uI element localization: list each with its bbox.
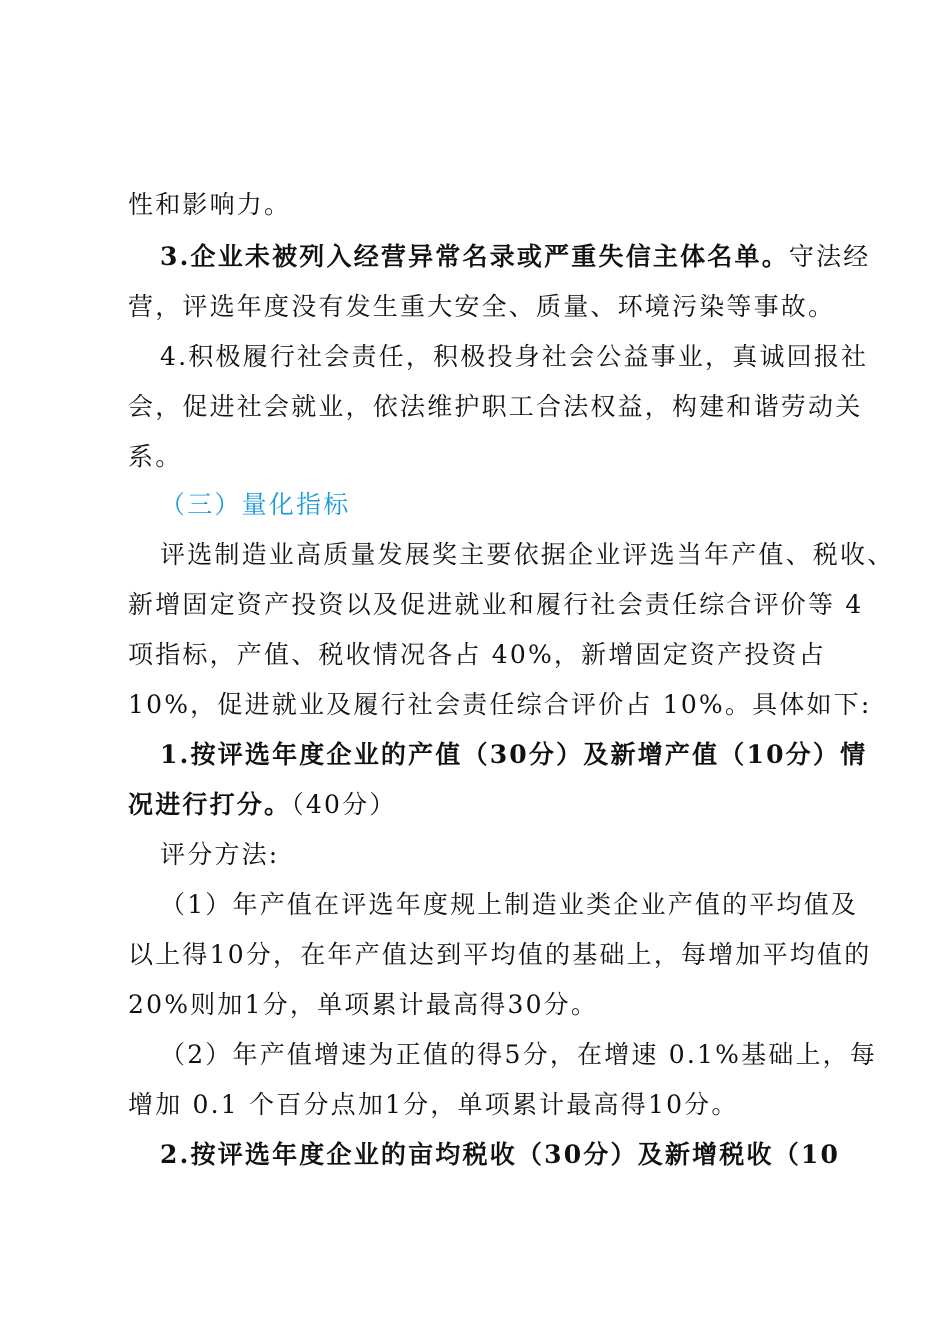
paragraph-line: 会，促进社会就业，依法维护职工合法权益，构建和谐劳动关 — [128, 392, 863, 421]
paragraph-line: 项指标，产值、税收情况各占 40%，新增固定资产投资占 — [128, 640, 826, 669]
criterion-3-text: 守法经 — [788, 242, 871, 271]
paragraph-line: （2）年产值增速为正值的得5分，在增速 0.1%基础上，每 — [160, 1040, 878, 1069]
paragraph-line: 新增固定资产投资以及促进就业和履行社会责任综合评价等 4 — [128, 590, 864, 619]
item-1-points: （40分） — [291, 790, 397, 819]
paragraph-line: 评选制造业高质量发展奖主要依据企业评选当年产值、税收、 — [160, 540, 895, 569]
item-1-heading: 1.按评选年度企业的产值（30分）及新增产值（10分）情 — [160, 740, 868, 769]
item-2-heading: 2.按评选年度企业的亩均税收（30分）及新增税收（10 — [160, 1140, 841, 1169]
paragraph-line: 营，评选年度没有发生重大安全、质量、环境污染等事故。 — [128, 292, 836, 321]
criterion-3-line — [160, 240, 871, 274]
scoring-method-label: 评分方法: — [160, 840, 280, 869]
paragraph-line: 性和影响力。 — [128, 190, 292, 219]
criterion-4-line: 4.积极履行社会责任，积极投身社会公益事业，真诚回报社 — [160, 342, 869, 371]
paragraph-line: 以上得10分，在年产值达到平均值的基础上，每增加平均值的 — [128, 940, 872, 969]
paragraph-line: 增加 0.1 个百分点加1分，单项累计最高得10分。 — [128, 1090, 739, 1119]
paragraph-line: 10%，促进就业及履行社会责任综合评价占 10%。具体如下: — [128, 690, 872, 719]
paragraph-line: 系。 — [128, 442, 183, 471]
section-heading: （三）量化指标 — [160, 490, 351, 519]
item-1-heading-continued — [128, 788, 848, 822]
paragraph-line: 20%则加1分，单项累计最高得30分。 — [128, 990, 599, 1019]
paragraph-line: （1）年产值在评选年度规上制造业类企业产值的平均值及 — [160, 890, 859, 919]
item-1-heading-end: 况进行打分。 — [128, 790, 292, 819]
criterion-3-title: 3.企业未被列入经营异常名录或严重失信主体名单。 — [160, 242, 789, 271]
